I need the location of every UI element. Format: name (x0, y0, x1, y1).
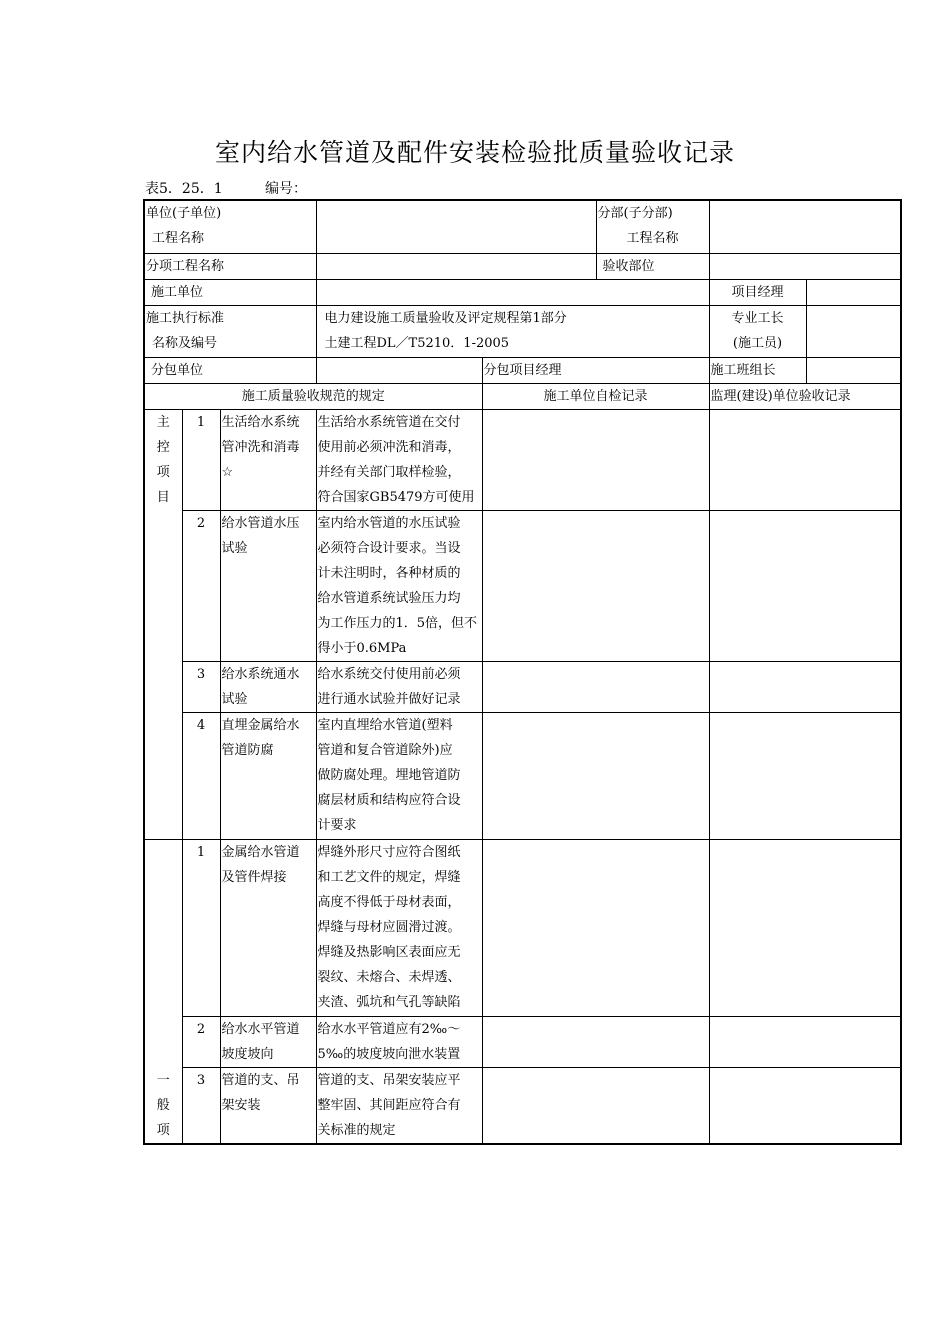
table-meta (145, 178, 307, 198)
self-check-cell[interactable] (482, 1016, 709, 1067)
acceptance-record-table (143, 199, 902, 1145)
req-line: 管道和复合管道除外)应 (317, 742, 453, 758)
standard-value (316, 305, 709, 357)
req-line: 做防腐处理。埋地管道防 (317, 767, 461, 783)
req-line: 焊缝外形尺寸应符合图纸 (317, 844, 461, 860)
serial-label: 编号： (265, 181, 307, 197)
supervision-cell[interactable] (709, 839, 901, 1016)
req-line: 和工艺文件的规定，焊缝 (317, 869, 461, 885)
col-self-check-header: 施工单位自检记录 (482, 383, 709, 409)
unit-name-label (144, 200, 316, 253)
req-line: 给水管道系统试验压力均 (317, 590, 461, 606)
group-char: 控 (156, 439, 170, 455)
table-row (144, 712, 901, 839)
item-name-line: 架安装 (221, 1097, 261, 1113)
req-line: 进行通水试验并做好记录 (317, 691, 461, 707)
sub-pm-label: 分包项目经理 (482, 357, 709, 383)
req-line: 5‰的坡度坡向泄水装置 (317, 1046, 461, 1062)
req-line: 室内给水管道的水压试验 (317, 515, 461, 531)
branch-label-line1: 分部(子分部) (597, 206, 673, 221)
item-name-line: 试验 (221, 691, 248, 707)
general-group-label (144, 839, 182, 1144)
item-name-line: 管冲洗和消毒 (221, 439, 300, 455)
foreman-label-line2: (施工员) (732, 335, 783, 351)
standard-value-line1: 电力建设施工质量验收及评定规程第1部分 (324, 310, 567, 326)
branch-name-field[interactable] (709, 200, 901, 253)
item-requirement (316, 839, 482, 1016)
subitem-field[interactable] (316, 253, 596, 279)
req-line: 腐层材质和结构应符合设 (317, 792, 461, 808)
req-line: 夹渣、弧坑和气孔等缺陷 (317, 994, 461, 1010)
supervision-cell[interactable] (709, 712, 901, 839)
item-no: 2 (182, 510, 220, 661)
req-line: 高度不得低于母材表面， (317, 894, 461, 910)
self-check-cell[interactable] (482, 510, 709, 661)
item-name-line: 给水管道水压 (221, 515, 300, 531)
item-name (220, 712, 316, 839)
item-name-line: 坡度坡向 (221, 1046, 274, 1062)
table-row (144, 1016, 901, 1067)
acceptance-part-label: 验收部位 (596, 253, 709, 279)
req-line: 计要求 (317, 817, 357, 833)
item-requirement (316, 661, 482, 712)
team-leader-field[interactable] (806, 357, 901, 383)
item-requirement (316, 1016, 482, 1067)
item-name-line: 及管件焊接 (221, 869, 287, 885)
acceptance-part-field[interactable] (709, 253, 901, 279)
item-name-line: 管道防腐 (221, 742, 274, 758)
self-check-cell[interactable] (482, 839, 709, 1016)
group-char: 项 (156, 464, 170, 480)
item-name-line: 生活给水系统 (221, 414, 300, 430)
page-title: 室内给水管道及配件安装检验批质量验收记录 (214, 138, 735, 167)
req-line: 裂纹、未熔合、未焊透、 (317, 969, 461, 985)
group-char: 一 (156, 1072, 170, 1088)
table-code: 表5．25．1 (145, 181, 223, 197)
req-line: 得小于0.6MPa (317, 640, 407, 656)
branch-name-label (596, 200, 709, 253)
self-check-cell[interactable] (482, 409, 709, 510)
item-name (220, 839, 316, 1016)
branch-label-line2: 工程名称 (626, 231, 679, 246)
project-manager-field[interactable] (806, 279, 901, 305)
subitem-label: 分项工程名称 (144, 253, 316, 279)
group-char: 般 (156, 1097, 170, 1113)
self-check-cell[interactable] (482, 712, 709, 839)
unit-label-line2: 工程名称 (152, 231, 205, 246)
req-line: 生活给水系统管道在交付 (317, 414, 461, 430)
table-row (144, 661, 901, 712)
req-line: 室内直埋给水管道(塑料 (317, 717, 453, 733)
unit-name-field[interactable] (316, 200, 596, 253)
req-line: 焊缝与母材应圆滑过渡。 (317, 919, 461, 935)
item-no: 3 (182, 1067, 220, 1144)
supervision-cell[interactable] (709, 661, 901, 712)
item-requirement (316, 409, 482, 510)
supervision-cell[interactable] (709, 409, 901, 510)
subcontractor-label: 分包单位 (144, 357, 316, 383)
req-line: 关标准的规定 (317, 1122, 396, 1138)
item-name-line: 试验 (221, 540, 248, 556)
item-name (220, 1016, 316, 1067)
subcontractor-field[interactable] (316, 357, 482, 383)
req-line: 使用前必须冲洗和消毒， (317, 439, 461, 455)
table-row (144, 510, 901, 661)
item-name-line: 给水系统通水 (221, 666, 300, 682)
req-line: 符合国家GB5479方可使用 (317, 489, 475, 505)
col-supervision-header: 监理(建设)单位验收记录 (709, 383, 901, 409)
standard-label (144, 305, 316, 357)
req-line: 整牢固、其间距应符合有 (317, 1097, 461, 1113)
self-check-cell[interactable] (482, 1067, 709, 1144)
item-no: 2 (182, 1016, 220, 1067)
item-name (220, 409, 316, 510)
table-row (144, 839, 901, 1016)
standard-label-line2: 名称及编号 (152, 335, 218, 351)
supervision-cell[interactable] (709, 510, 901, 661)
foreman-label-line1: 专业工长 (731, 310, 784, 326)
item-name-line: 金属给水管道 (221, 844, 300, 860)
foreman-field[interactable] (806, 305, 901, 357)
self-check-cell[interactable] (482, 661, 709, 712)
req-line: 给水系统交付使用前必须 (317, 666, 461, 682)
req-line: 管道的支、吊架安装应平 (317, 1072, 461, 1088)
table-row (144, 409, 901, 510)
item-name-line: 给水水平管道 (221, 1021, 300, 1037)
supervision-cell[interactable] (709, 1016, 901, 1067)
group-char: 目 (156, 489, 170, 505)
item-name (220, 1067, 316, 1144)
standard-label-line1: 施工执行标准 (146, 310, 225, 326)
unit-label-line1: 单位(子单位) (146, 206, 222, 221)
item-no: 3 (182, 661, 220, 712)
req-line: 焊缝及热影响区表面应无 (317, 944, 461, 960)
item-requirement (316, 1067, 482, 1144)
col-spec-header: 施工质量验收规范的规定 (144, 383, 482, 409)
standard-value-line2: 土建工程DL／T5210．1-2005 (324, 335, 510, 351)
team-leader-label: 施工班组长 (709, 357, 806, 383)
table-row (144, 1067, 901, 1144)
item-name (220, 661, 316, 712)
req-line: 为工作压力的1．5倍，但不 (317, 615, 478, 631)
item-no: 1 (182, 409, 220, 510)
group-char: 主 (156, 414, 170, 430)
item-name-line: 管道的支、吊 (221, 1072, 300, 1088)
group-char: 项 (156, 1122, 170, 1138)
req-line: 计未注明时，各种材质的 (317, 565, 461, 581)
item-no: 4 (182, 712, 220, 839)
contractor-field[interactable] (316, 279, 709, 305)
item-name-line: ☆ (221, 464, 234, 480)
supervision-cell[interactable] (709, 1067, 901, 1144)
contractor-label: 施工单位 (144, 279, 316, 305)
item-name-line: 直埋金属给水 (221, 717, 300, 733)
main-control-group-label (144, 409, 182, 839)
item-requirement (316, 712, 482, 839)
foreman-label (709, 305, 806, 357)
item-requirement (316, 510, 482, 661)
item-name (220, 510, 316, 661)
req-line: 必须符合设计要求。当设 (317, 540, 461, 556)
project-manager-label: 项目经理 (709, 279, 806, 305)
req-line: 给水水平管道应有2‰～ (317, 1021, 461, 1037)
item-no: 1 (182, 839, 220, 1016)
req-line: 并经有关部门取样检验， (317, 464, 461, 480)
